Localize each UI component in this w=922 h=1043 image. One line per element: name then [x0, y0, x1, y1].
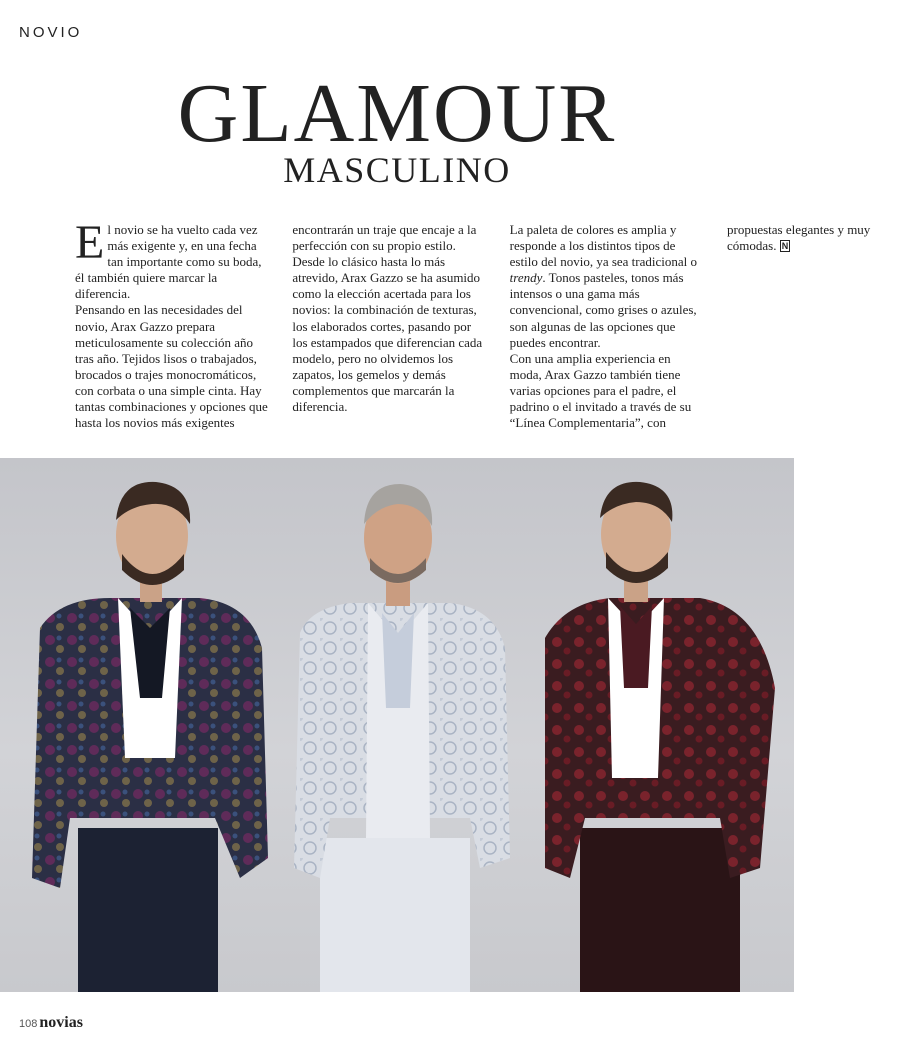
article-subtitle: MASCULINO	[283, 150, 511, 190]
trendy-word: trendy	[509, 270, 543, 286]
magazine-name: novias	[39, 1014, 83, 1031]
groom-right	[545, 482, 775, 992]
paragraph-3-text-b: . Tonos pasteles, tonos más intensos o una gama más convencional, como grises o azules, son algunas de las opciones que puedes encontrar.	[509, 270, 697, 350]
groom-center	[294, 484, 510, 992]
paragraph-intro	[75, 216, 270, 302]
page-footer	[19, 1014, 83, 1032]
paragraph-4-text: Con una amplia experiencia en moda, Arax Gazzo también tiene varias opciones para el padre, el padrino o el invitado a través de su “Línea Complementaria”, con propuestas elegantes y muy cómodas.	[509, 222, 871, 431]
article-body	[75, 216, 871, 437]
fashion-photo	[0, 458, 794, 992]
page-number: 108	[19, 1018, 38, 1030]
groom-left	[32, 482, 268, 992]
paragraph-1-text: l novio se ha vuelto cada vez más exigente y, en una fecha tan importante como su boda, él también quiere marcar la diferencia.	[75, 222, 262, 302]
drop-cap: E	[75, 216, 105, 269]
paragraph-2: Pensando en las necesidades del novio, Arax Gazzo prepara meticulosamente su colección año tras año. Tejidos lisos o trabajados, brocados o trajes monocromáticos, con corbata o una simple cinta. Hay tantas combinaciones y opciones que hasta los novios más exigentes encontrarán un traje que encaje a la perfección con su propio estilo. Desde lo clásico hasta lo más atrevido, Arax Gazzo se ha asumido como la elección acertada para los novios: la combinación de texturas, los elaborados cortes, pasando por los estampados que diferencian cada modelo, pero no olvidemos los zapatos, los gemelos y demás complementos que marcarán la diferencia.	[75, 222, 483, 431]
article-title: GLAMOUR	[177, 67, 617, 160]
end-of-article-icon: N	[781, 241, 789, 252]
paragraph-3	[510, 222, 705, 351]
paragraph-3-text: La paleta de colores es amplia y responde a los distintos tipos de estilo del novio, ya sea tradicional o	[509, 222, 698, 270]
section-label: NOVIO	[19, 24, 83, 41]
three-grooms-illustration	[0, 458, 794, 992]
